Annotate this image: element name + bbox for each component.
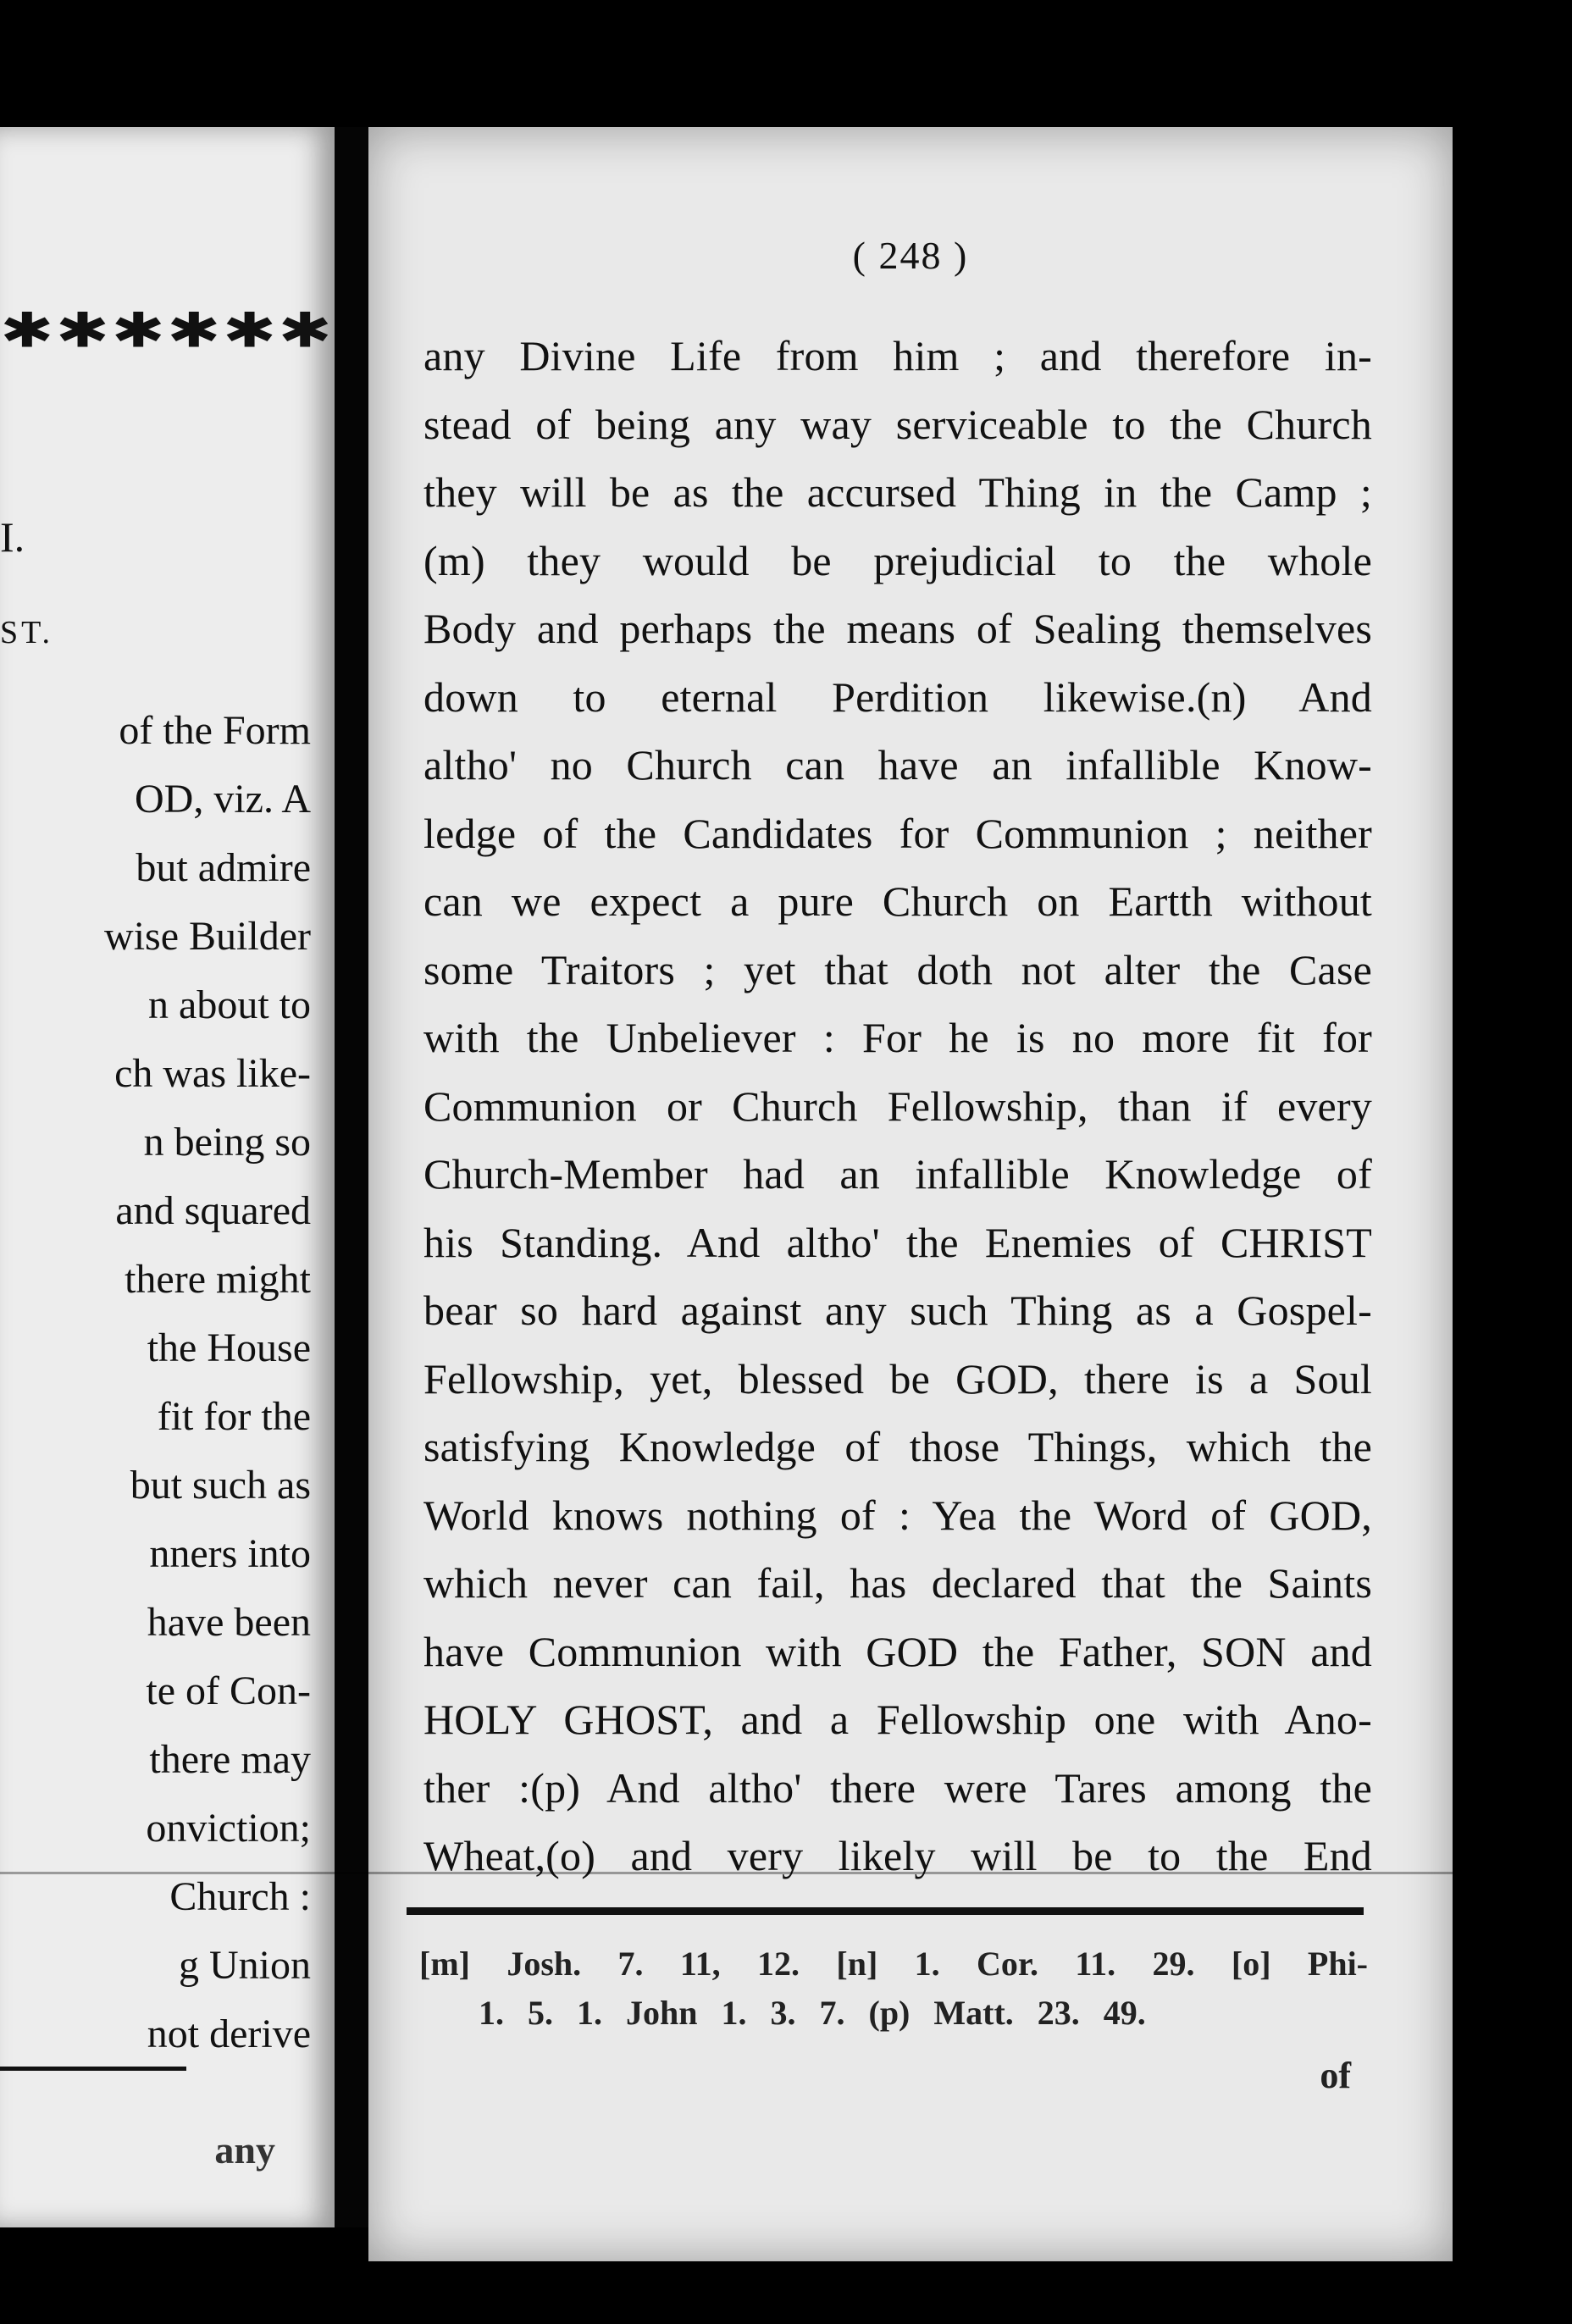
text-line: some Traitors ; yet that doth not alter the Case <box>423 945 1372 993</box>
left-text-line: there may <box>149 1737 311 1782</box>
text-line: Fellowship, yet, blessed be GOD, there is a Soul <box>423 1354 1372 1403</box>
text-line: bear so hard against any such Thing as a Gospel- <box>423 1286 1372 1334</box>
left-text-line: the House <box>147 1325 311 1370</box>
catchword: of <box>1320 2055 1351 2096</box>
left-text-line: ch was like- <box>114 1051 311 1096</box>
left-text-line: not derive <box>147 2011 311 2056</box>
text-line: Wheat,(o) and very likely will be to the End <box>423 1832 1372 1879</box>
text-line: Church-Member had an infallible Knowledge of <box>423 1150 1372 1198</box>
text-line: HOLY GHOST, and a Fellowship one with Ano- <box>423 1696 1372 1743</box>
footnote-line: [m] Josh. 7. 11, 12. [n] 1. Cor. 11. 29. [o] Phi- <box>419 1945 1368 1983</box>
left-text-line: OD, viz. A <box>135 777 311 822</box>
left-text-line: Church : <box>169 1874 311 1919</box>
left-subheading-fragment: ST. <box>0 615 54 650</box>
text-line: any Divine Life from him ; and therefore in- <box>423 332 1372 379</box>
left-text-line: and squared <box>115 1188 311 1233</box>
left-text-line: but admire <box>136 845 311 890</box>
left-heading-fragment: I. <box>0 513 25 561</box>
left-text-line: there might <box>125 1257 311 1302</box>
text-line: stead of being any way serviceable to the Church <box>423 400 1372 448</box>
left-text-line: n about to <box>148 982 311 1027</box>
left-text-line: te of Con- <box>146 1668 311 1713</box>
text-line: ther :(p) And altho' there were Tares among the <box>423 1763 1372 1812</box>
left-text-line: onviction; <box>146 1806 311 1851</box>
text-line: with the Unbeliever : For he is no more fit for <box>423 1014 1372 1061</box>
page-number: ( 248 ) <box>852 234 969 277</box>
left-text-line: but such as <box>130 1463 311 1508</box>
book-gutter <box>335 127 368 2227</box>
text-line: down to eternal Perdition likewise.(n) And <box>423 672 1372 721</box>
left-text-line: n being so <box>143 1120 311 1165</box>
left-text-block <box>104 696 311 2068</box>
text-line: can we expect a pure Church on Eartth without <box>423 877 1372 925</box>
left-text-line: have been <box>147 1600 311 1645</box>
left-text-line: fit for the <box>157 1394 311 1439</box>
text-line: (m) they would be prejudicial to the whole <box>423 536 1372 584</box>
text-line: they will be as the accursed Thing in the Camp ; <box>423 468 1372 516</box>
text-line: World knows nothing of : Yea the Word of GOD, <box>423 1491 1372 1539</box>
footnote-rule <box>407 1907 1364 1915</box>
footnote-line: 1. 5. 1. John 1. 3. 7. (p) Matt. 23. 49. <box>479 1994 1146 2032</box>
left-catchword: any <box>214 2128 275 2172</box>
left-text-line: wise Builder <box>104 914 311 959</box>
text-line: his Standing. And altho' the Enemies of CHRIST <box>423 1218 1372 1266</box>
left-footnote-rule <box>0 2067 186 2071</box>
text-line: altho' no Church can have an infallible Know- <box>423 741 1372 788</box>
left-text-line: nners into <box>149 1531 311 1576</box>
footnotes <box>419 1939 1368 2038</box>
text-line: ledge of the Candidates for Communion ; neither <box>423 809 1372 857</box>
left-text-line: of the Form <box>119 708 311 753</box>
right-page <box>368 127 1453 2261</box>
text-line: have Communion with GOD the Father, SON and <box>423 1627 1372 1675</box>
text-line: which never can fail, has declared that the Saints <box>423 1559 1372 1607</box>
ornament-row: ✱✱✱✱✱✱ <box>0 304 335 358</box>
scan-crease-line <box>0 1872 1572 1874</box>
text-line: satisfying Knowledge of those Things, which the <box>423 1423 1372 1470</box>
left-page <box>0 127 335 2227</box>
left-text-line: g Union <box>179 1943 311 1988</box>
body-text <box>423 322 1372 1890</box>
text-line: Communion or Church Fellowship, than if every <box>423 1082 1372 1130</box>
text-line: Body and perhaps the means of Sealing themselves <box>423 605 1372 652</box>
